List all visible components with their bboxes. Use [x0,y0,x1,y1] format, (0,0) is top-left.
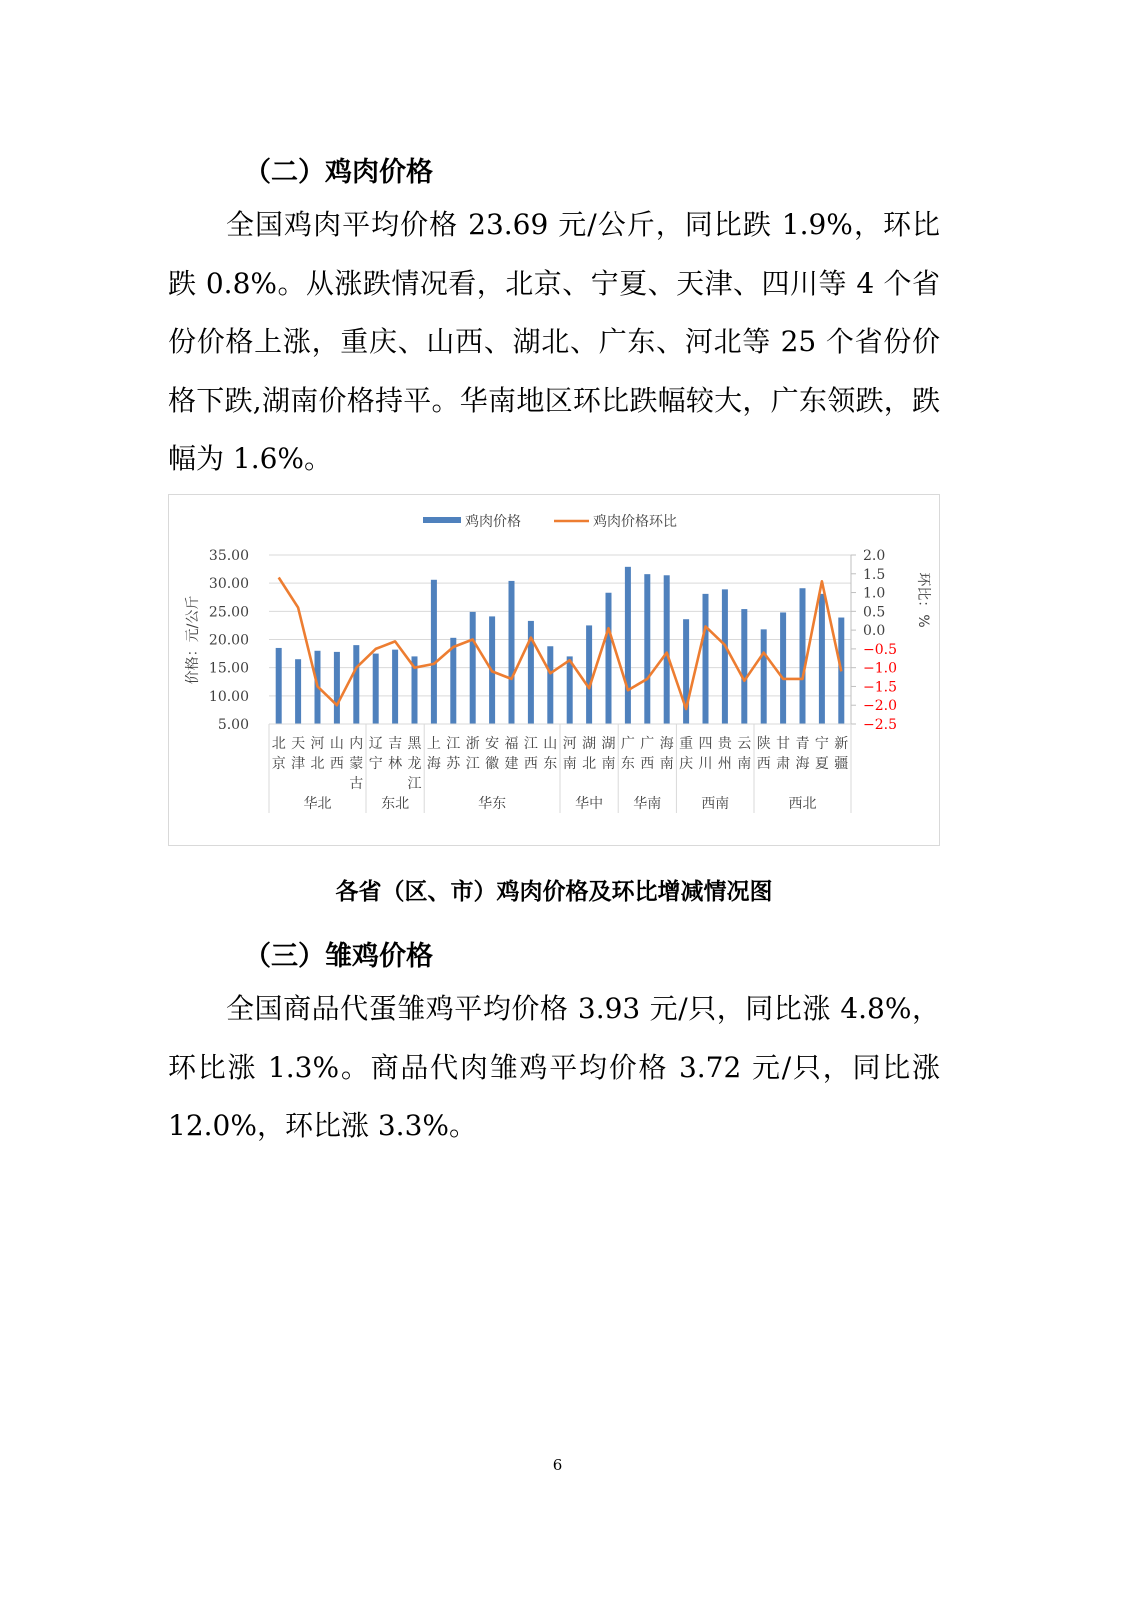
category-label: 庆 [679,756,694,772]
category-label: 天 [291,736,306,752]
category-label: 东 [620,756,635,772]
price-bar [567,656,573,724]
category-label: 南 [562,756,577,772]
price-bar [470,612,476,724]
right-axis-tick: 2.0 [863,548,886,564]
category-label: 南 [659,756,674,772]
category-label: 林 [388,756,403,772]
left-axis-tick: 30.00 [208,576,249,593]
category-label: 州 [717,756,732,772]
category-label: 辽 [368,736,383,752]
price-bar [334,652,340,724]
price-bar [586,625,592,724]
chicken-price-paragraph [168,196,940,489]
price-bar [644,574,650,724]
left-axis-tick: 35.00 [208,548,249,564]
category-label: 北 [271,736,286,752]
category-label: 宁 [814,736,829,752]
price-bar [780,612,786,724]
price-bar [625,567,631,724]
price-bar [353,645,359,724]
legend-bar-swatch [423,517,461,523]
price-bar [606,593,612,724]
region-label: 华南 [633,796,662,812]
region-label: 华北 [303,796,332,812]
category-label: 河 [562,736,577,752]
chicken-price-chart [168,494,940,846]
left-axis-tick: 10.00 [208,688,249,705]
chick-price-paragraph [168,980,940,1156]
category-label: 海 [795,756,810,772]
category-label: 福 [504,736,519,752]
right-axis-tick: 1.0 [863,585,886,602]
region-label: 西北 [788,796,817,812]
left-axis-title: 价格：元/公斤 [185,595,201,685]
right-axis-tick: 0.0 [863,623,886,640]
left-axis-tick: 20.00 [208,632,249,649]
price-bar [722,589,728,724]
right-axis-title: 环比：% [915,572,931,628]
category-label: 京 [271,756,286,772]
region-label: 东北 [381,796,410,812]
category-label: 徽 [485,756,500,772]
price-bar [431,580,437,724]
category-label: 重 [679,736,694,752]
category-label: 云 [737,736,752,752]
category-label: 南 [737,756,752,772]
category-label: 安 [485,736,500,752]
category-label: 北 [310,756,325,772]
category-label: 山 [329,736,344,752]
category-label: 龙 [407,756,422,772]
region-label: 华中 [575,796,604,812]
category-label: 北 [582,756,597,772]
left-axis-tick: 15.00 [208,660,249,677]
price-bar [295,659,301,724]
left-axis-tick: 5.00 [217,717,249,733]
figure-caption: 各省（区、市）鸡肉价格及环比增减情况图 [335,879,773,905]
category-label: 南 [601,756,616,772]
section-heading-chicken-price: （二）鸡肉价格 [244,157,433,188]
category-label: 西 [523,756,538,772]
right-axis-tick: −0.5 [863,641,897,658]
price-bar [547,646,553,724]
category-label: 山 [543,736,558,752]
chicken-price-text: 全国鸡肉平均价格 23.69 元/公斤，同比跌 1.9%，环比跌 0.8%。从涨跌情况看，北京、宁夏、天津、四川等 4 个省份价格上涨，重庆、山西、湖北、广东、河北等 25 个省份价格下跌,湖南价格持平。华南地区环比跌幅较大，广东领跌，跌幅为 1.6%。 [168,208,940,475]
category-label: 贵 [717,736,732,752]
category-label: 西 [756,756,771,772]
price-bar [664,575,670,724]
right-axis-tick: 0.5 [863,604,886,621]
page-number: 6 [552,1456,563,1474]
category-label: 西 [640,756,655,772]
category-label: 蒙 [349,756,364,772]
category-label: 江 [407,776,422,792]
legend-label-mom: 鸡肉价格环比 [593,514,677,530]
section-heading-chick-price: （三）雏鸡价格 [244,941,433,972]
category-label: 陕 [756,736,771,752]
price-bar [509,581,515,724]
price-bar [450,638,456,724]
price-bar [703,594,709,724]
price-bar [276,648,282,724]
price-bar [373,654,379,724]
right-axis-tick: −2.0 [863,698,897,715]
category-label: 甘 [776,736,791,752]
category-label: 湖 [582,736,597,752]
category-label: 东 [543,756,558,772]
category-label: 内 [349,736,364,752]
category-label: 津 [291,756,306,772]
legend-label-price: 鸡肉价格 [465,514,521,530]
category-label: 肃 [776,756,791,772]
category-label: 新 [834,736,849,752]
category-label: 河 [310,736,325,752]
category-label: 古 [349,776,364,792]
category-label: 苏 [446,756,461,772]
price-bar [800,588,806,724]
category-label: 江 [465,756,480,772]
price-bar [392,650,398,724]
category-label: 海 [659,736,674,752]
right-axis-tick: −1.0 [863,660,897,677]
category-label: 西 [329,756,344,772]
category-label: 川 [698,756,713,772]
category-label: 青 [795,736,810,752]
price-bar [819,594,825,724]
right-axis-tick: −1.5 [863,679,897,696]
category-label: 江 [523,736,538,752]
price-bar [741,609,747,724]
category-label: 宁 [368,756,383,772]
category-label: 上 [426,736,441,752]
category-label: 建 [504,756,519,772]
region-label: 西南 [701,796,730,812]
category-label: 疆 [834,756,849,772]
mom-change-line [279,578,842,710]
left-axis-tick: 25.00 [208,604,249,621]
category-label: 海 [426,756,441,772]
category-label: 黑 [407,736,422,752]
category-label: 广 [620,736,635,752]
category-label: 吉 [388,736,403,752]
category-label: 湖 [601,736,616,752]
price-bar [761,629,767,724]
chick-price-text: 全国商品代蛋雏鸡平均价格 3.93 元/只，同比涨 4.8%，环比涨 1.3%。商品代肉雏鸡平均价格 3.72 元/只，同比涨 12.0%，环比涨 3.3%。 [168,992,940,1142]
category-label: 夏 [814,756,829,772]
region-label: 华东 [478,796,507,812]
category-label: 江 [446,736,461,752]
category-label: 四 [698,736,713,752]
right-axis-tick: 1.5 [863,566,886,583]
category-label: 广 [640,736,655,752]
category-label: 浙 [465,736,480,752]
right-axis-tick: −2.5 [863,717,897,733]
chart-canvas [169,495,939,845]
